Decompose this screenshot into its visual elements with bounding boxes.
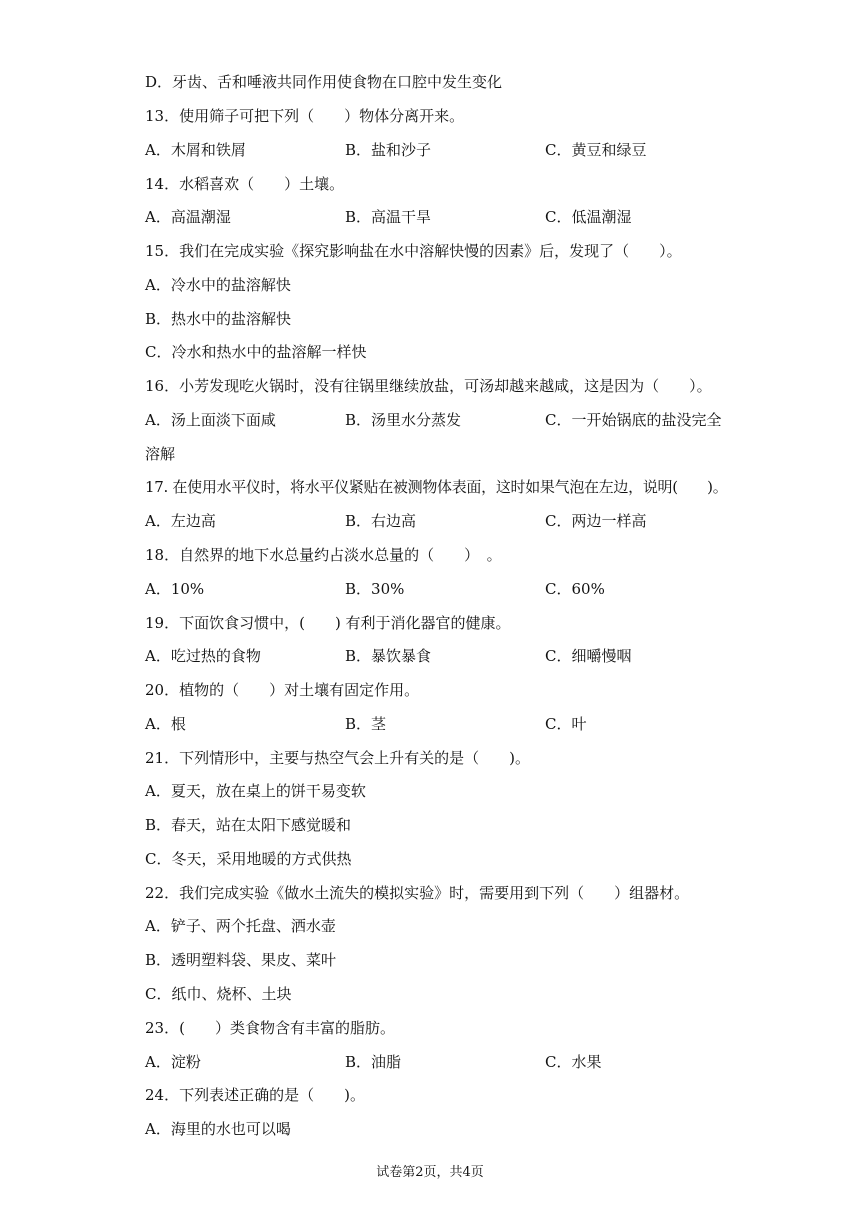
q17-option-c: C．两边一样高 (545, 512, 647, 530)
q20-option-a: A．根 (145, 715, 186, 733)
q15-option-c: C．冷水和热水中的盐溶解一样快 (145, 343, 367, 361)
q14-option-b: B．高温干旱 (345, 208, 432, 226)
q17-option-b: B．右边高 (345, 512, 417, 530)
q14-stem: 14．水稻喜欢（ ）土壤。 (145, 175, 345, 193)
q18-option-b: B．30% (345, 580, 405, 598)
q21-option-c: C．冬天，采用地暖的方式供热 (145, 850, 352, 868)
q19-option-a: A．吃过热的食物 (145, 647, 261, 665)
q20-option-b: B．茎 (345, 715, 387, 733)
q13-option-c: C．黄豆和绿豆 (545, 141, 647, 159)
q18-option-a: A．10% (145, 580, 205, 598)
q22-option-b: B．透明塑料袋、果皮、菜叶 (145, 951, 337, 969)
q13-option-b: B．盐和沙子 (345, 141, 432, 159)
q19-option-b: B．暴饮暴食 (345, 647, 432, 665)
q15-option-a: A．冷水中的盐溶解快 (145, 276, 291, 294)
q19-stem: 19．下面饮食习惯中，( ) 有利于消化器官的健康。 (145, 614, 511, 632)
q13-option-a: A．木屑和铁屑 (145, 141, 246, 159)
q17-stem: 17. 在使用水平仪时，将水平仪紧贴在被测物体表面，这时如果气泡在左边，说明( )。 (145, 478, 728, 496)
page-footer: 试卷第2页，共4页 (376, 1165, 484, 1180)
q22-option-c: C．纸巾、烧杯、土块 (145, 985, 292, 1003)
q21-stem: 21．下列情形中，主要与热空气会上升有关的是（ )。 (145, 749, 530, 767)
q23-option-c: C．水果 (545, 1053, 602, 1071)
q18-stem: 18．自然界的地下水总量约占淡水总量的（ ） 。 (145, 546, 502, 564)
q16-option-b: B．汤里水分蒸发 (345, 411, 462, 429)
q16-option-a: A．汤上面淡下面咸 (145, 411, 276, 429)
q16-option-c: C．一开始锅底的盐没完全 (545, 411, 722, 429)
q18-option-c: C．60% (545, 580, 605, 598)
q13-stem: 13．使用筛子可把下列（ ）物体分离开来。 (145, 107, 465, 125)
q22-stem: 22．我们完成实验《做水土流失的模拟实验》时，需要用到下列（ ）组器材。 (145, 884, 690, 902)
q19-option-c: C．细嚼慢咽 (545, 647, 632, 665)
q15-option-b: B．热水中的盐溶解快 (145, 310, 292, 328)
q12-option-d: D．牙齿、舌和唾液共同作用使食物在口腔中发生变化 (145, 73, 503, 91)
q14-option-a: A．高温潮湿 (145, 208, 231, 226)
q16-option-c-continued: 溶解 (145, 445, 176, 463)
q23-option-a: A．淀粉 (145, 1053, 201, 1071)
q17-option-a: A．左边高 (145, 512, 216, 530)
q23-stem: 23．( ）类食物含有丰富的脂肪。 (145, 1019, 395, 1037)
q24-stem: 24．下列表述正确的是（ )。 (145, 1086, 365, 1104)
q23-option-b: B．油脂 (345, 1053, 402, 1071)
q20-option-c: C．叶 (545, 715, 587, 733)
q16-stem: 16．小芳发现吃火锅时，没有往锅里继续放盐，可汤却越来越咸，这是因为（ ）。 (145, 377, 712, 395)
q22-option-a: A．铲子、两个托盘、洒水壶 (145, 917, 336, 935)
q24-option-a: A．海里的水也可以喝 (145, 1120, 291, 1138)
q21-option-a: A．夏天，放在桌上的饼干易变软 (145, 782, 366, 800)
q15-stem: 15．我们在完成实验《探究影响盐在水中溶解快慢的因素》后，发现了（ ）。 (145, 242, 682, 260)
q21-option-b: B．春天，站在太阳下感觉暖和 (145, 816, 352, 834)
q20-stem: 20．植物的（ ）对土壤有固定作用。 (145, 681, 420, 699)
q14-option-c: C．低温潮湿 (545, 208, 632, 226)
